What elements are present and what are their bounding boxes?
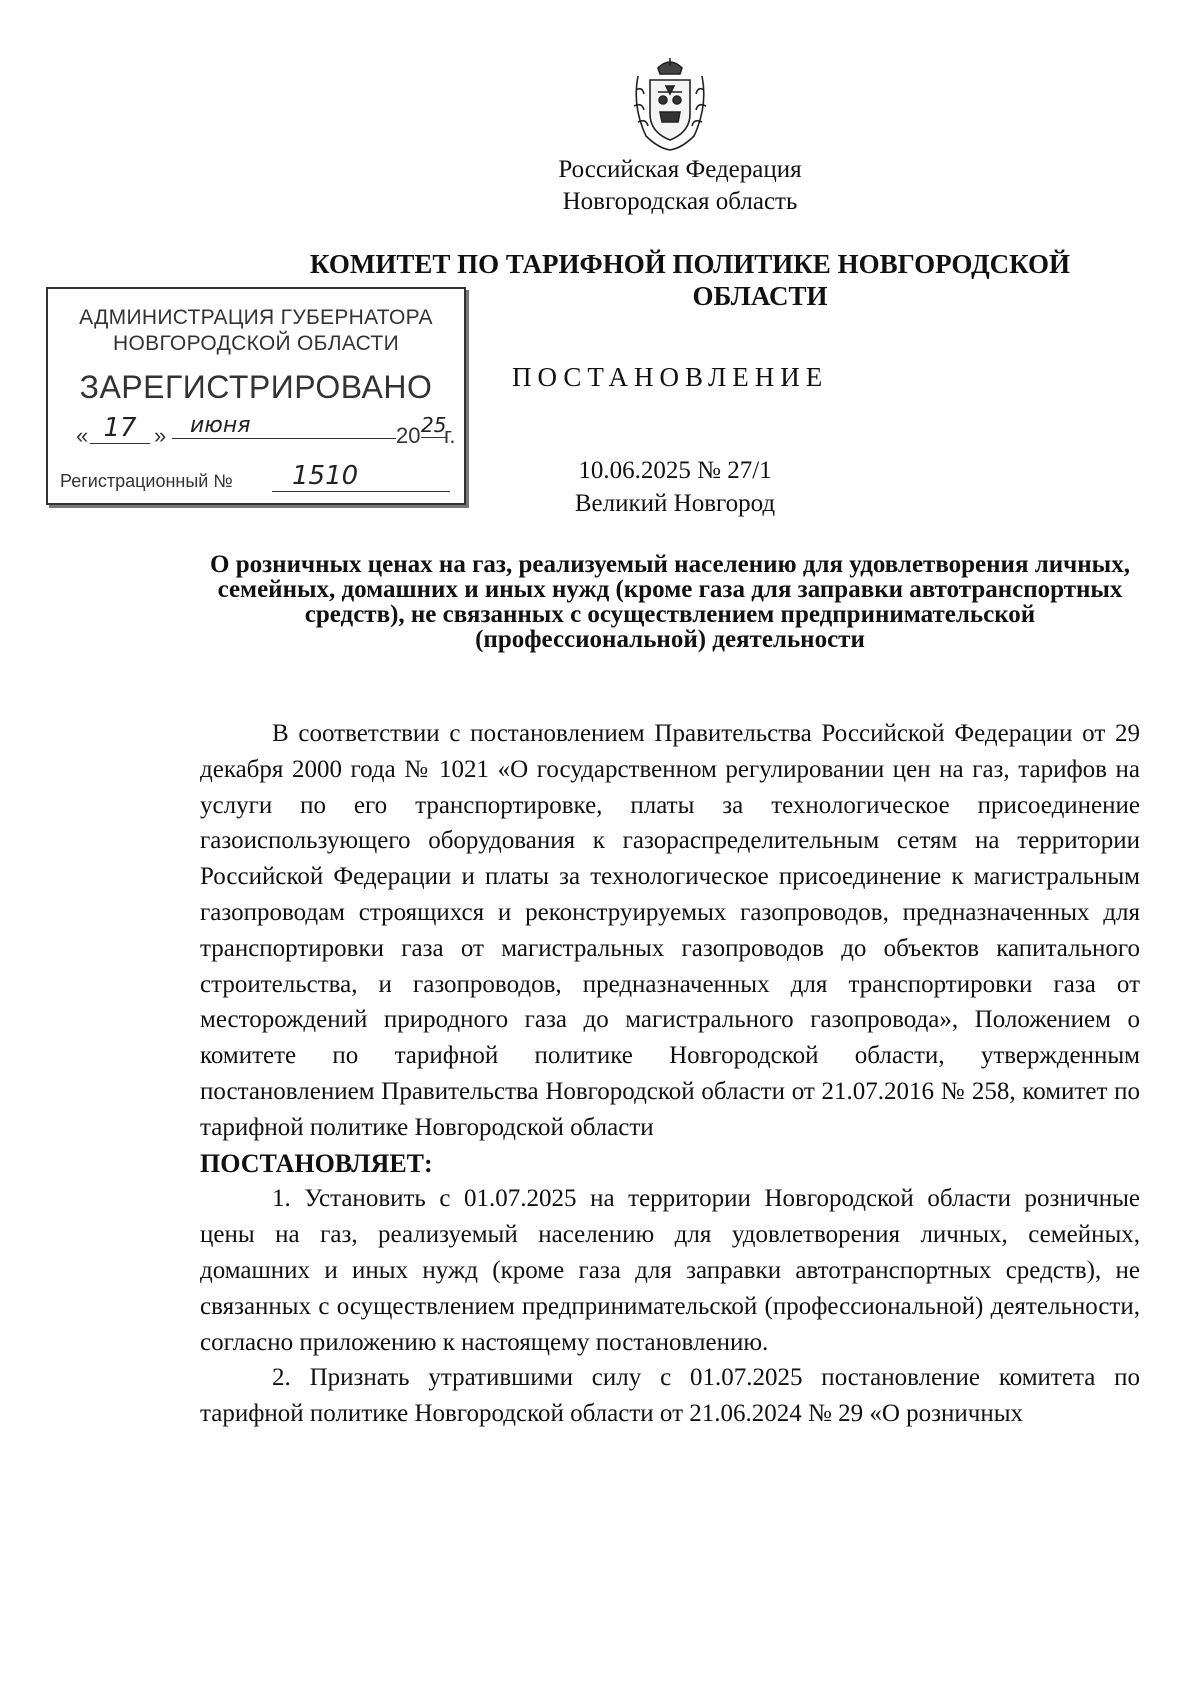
document-title: О розничных ценах на газ, реализуемый населению для удовлетворения личных, семейных, домашних и иных нужд (кроме газа для заправки автотранспортных средств), не связанных с осуществлением предпринимательской (профессиональной) деятельности — [210, 551, 1130, 653]
registration-stamp — [46, 287, 466, 505]
stamp-quote-open: « — [76, 423, 89, 448]
body-item-1: 1. Установить с 01.07.2025 на территории Новгородской области розничные цены на газ, реализуемый населению для удовлетворения личных, семейных, домашних и иных нужд (кроме газа для заправки автотранспортных средств), не связанных с осуществлением предпринимательской (профессиональной) деятельности, согласно приложению к настоящему постановлению. — [200, 1185, 1140, 1356]
stamp-date — [76, 413, 456, 451]
body-item-2: 2. Признать утратившими силу с 01.07.2025 постановление комитета по тарифной политике Новгородской области от 21.06.2024 № 29 «О розничных — [200, 1364, 1140, 1428]
stamp-quote-close: » — [154, 423, 167, 448]
document-header — [470, 154, 890, 218]
body-preamble: В соответствии с постановлением Правительства Российской Федерации от 29 декабря 2000 года № 1021 «О государственном регулировании цен на газ, тарифов на услуги по его транспортировке, платы за технологическое присоединение газоиспользующего оборудования к газораспределительным сетям на территории Российской Федерации и платы за технологическое присоединение к магистральным газопроводам строящихся и реконструируемых газопроводов, предназначенных для транспортировки газа от магистральных газопроводов до объектов капитального строительства, и газопроводов, предназначенных для транспортировки газа от месторождений природного газа до магистрального газопровода», Положением о комитете по тарифной политике Новгородской области, утвержденным постановлением Правительства Новгородской области от 21.07.2016 № 258, комитет по тарифной политике Новгородской области — [200, 720, 1140, 1141]
stamp-registration-number — [60, 461, 460, 495]
document-type: ПОСТАНОВЛЕНИЕ — [512, 362, 829, 392]
document-date-block — [490, 454, 860, 520]
novgorod-coat-of-arms-icon — [628, 56, 712, 154]
stamp-organization — [48, 305, 464, 357]
country-name: Российская Федерация — [558, 156, 802, 183]
stamp-org-line1: АДМИНИСТРАЦИЯ ГУБЕРНАТОРА — [79, 306, 433, 329]
region-name: Новгородская область — [562, 188, 798, 215]
stamp-day: 17 — [90, 413, 150, 444]
stamp-org-line2: НОВГОРОДСКОЙ ОБЛАСТИ — [113, 332, 399, 355]
stamp-year-suffix: 25 — [421, 413, 447, 437]
document-date-number: 10.06.2025 № 27/1 — [578, 457, 772, 484]
stamp-year-prefix: 20 — [396, 423, 421, 448]
stamp-status: ЗАРЕГИСТРИРОВАНО — [79, 369, 433, 405]
document-city: Великий Новгород — [574, 490, 776, 517]
stamp-reg-number: 1510 — [272, 461, 450, 492]
stamp-year-unit: г. — [444, 423, 456, 448]
committee-name-line1: КОМИТЕТ ПО ТАРИФНОЙ ПОЛИТИКЕ НОВГОРОДСКОЙ — [309, 249, 1071, 279]
committee-name-line2: ОБЛАСТИ — [692, 281, 828, 311]
stamp-reg-label: Регистрационный № — [60, 471, 233, 491]
body-decree: ПОСТАНОВЛЯЕТ: — [200, 1148, 433, 1178]
document-body — [200, 716, 1140, 1432]
stamp-month: июня — [172, 413, 396, 439]
